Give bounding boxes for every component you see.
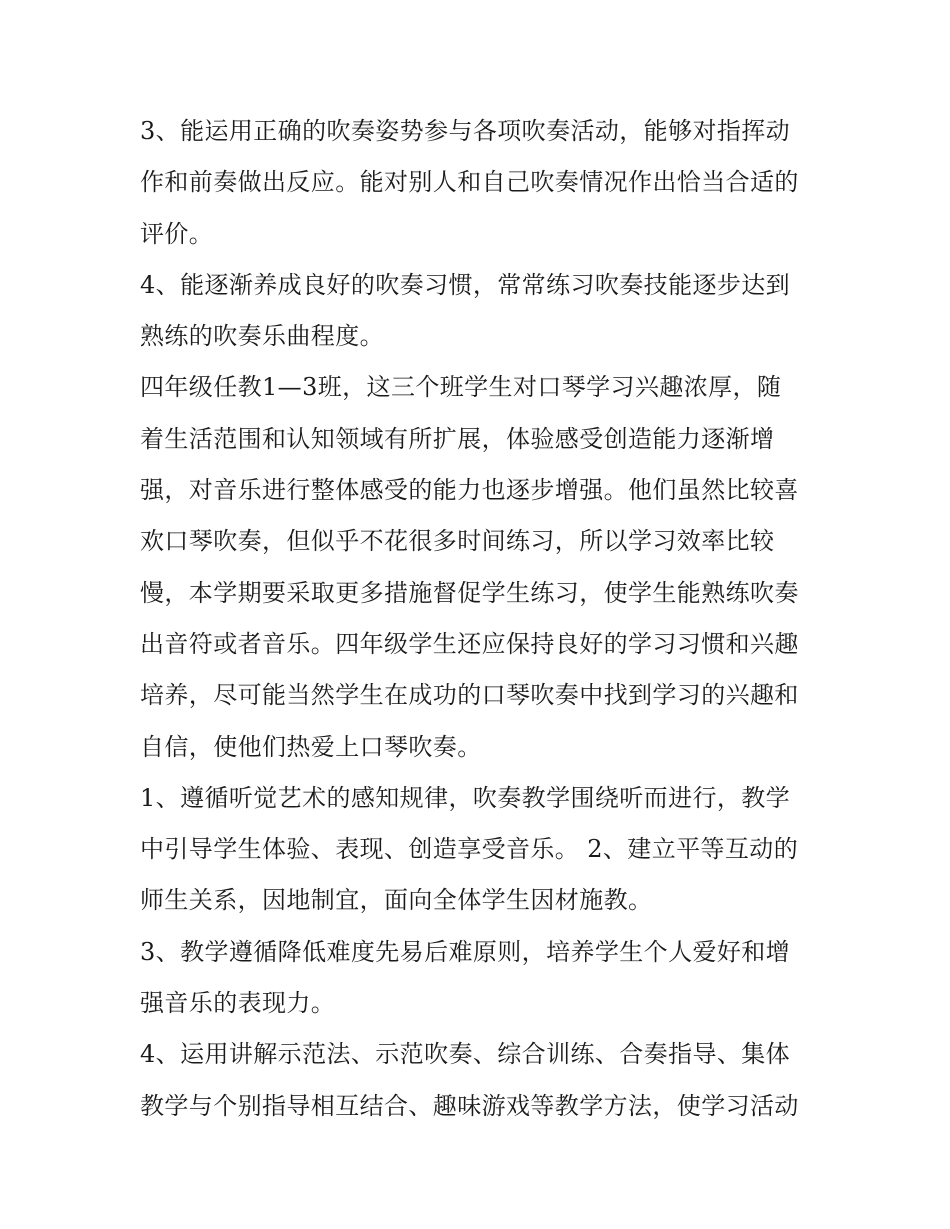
document-body — [140, 106, 820, 1132]
text-line: 教学与个别指导相互结合、趣味游戏等教学方法，使学习活动 — [140, 1091, 799, 1120]
text-line: 培养，尽可能当然学生在成功的口琴吹奏中找到学习的兴趣和 — [140, 681, 799, 710]
text-line: 作和前奏做出反应。能对别人和自己吹奏情况作出恰当合适的 — [140, 168, 799, 197]
text-line: 自信，使他们热爱上口琴吹奏。 — [140, 732, 482, 761]
text-line: 欢口琴吹奏，但似乎不花很多时间练习，所以学习效率比较 — [140, 527, 775, 556]
text-line: 3、能运用正确的吹奏姿势参与各项吹奏活动，能够对指挥动 — [140, 117, 791, 145]
text-line: 评价。 — [140, 219, 214, 248]
text-line: 中引导学生体验、表现、创造享受音乐。 2、建立平等互动的 — [140, 835, 799, 864]
text-line: 四年级任教1—3班，这三个班学生对口琴学习兴趣浓厚，随 — [140, 373, 782, 402]
text-line: 3、教学遵循降低难度先易后难原则，培养学生个人爱好和增 — [140, 937, 791, 966]
text-line: 4、运用讲解示范法、示范吹奏、综合训练、合奏指导、集体 — [140, 1040, 791, 1069]
text-line: 熟练的吹奏乐曲程度。 — [140, 322, 384, 351]
text-line: 师生关系，因地制宜，面向全体学生因材施教。 — [140, 886, 653, 915]
text-line: 着生活范围和认知领域有所扩展，体验感受创造能力逐渐增 — [140, 424, 775, 453]
text-line: 强，对音乐进行整体感受的能力也逐步增强。他们虽然比较喜 — [140, 476, 799, 505]
text-line: 4、能逐渐养成良好的吹奏习惯，常常练习吹奏技能逐步达到 — [140, 270, 791, 299]
text-line: 慢，本学期要采取更多措施督促学生练习，使学生能熟练吹奏 — [140, 578, 799, 607]
text-line: 1、遵循听觉艺术的感知规律，吹奏教学围绕听而进行，教学 — [140, 783, 791, 812]
text-line: 强音乐的表现力。 — [140, 989, 336, 1018]
text-line: 出音符或者音乐。四年级学生还应保持良好的学习习惯和兴趣 — [140, 629, 799, 658]
